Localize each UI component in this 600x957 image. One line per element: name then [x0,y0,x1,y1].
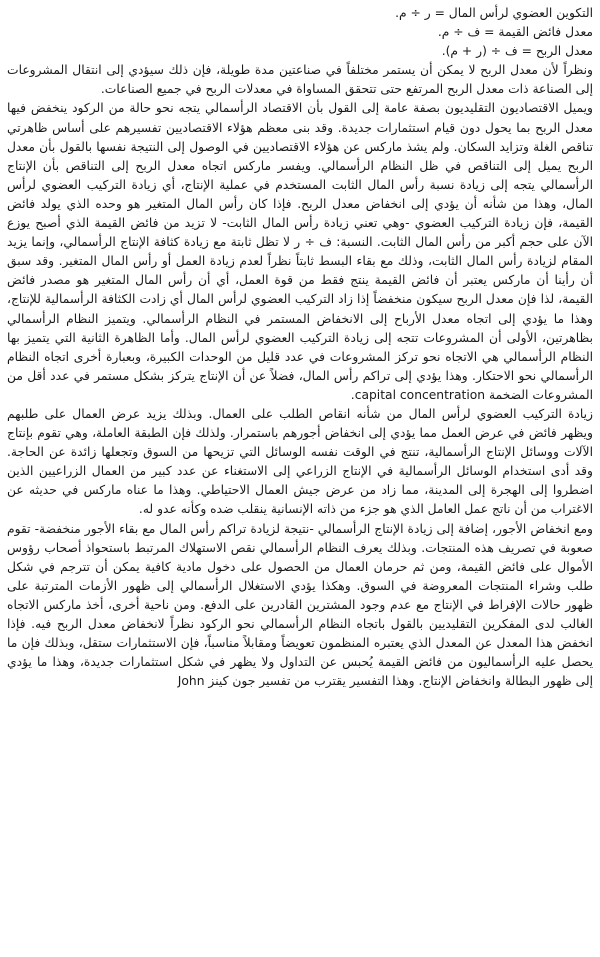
paragraph-labor-demand: زيادة التركيب العضوي لرأس المال من شأنه انقاص الطلب على العمال. وبذلك يزيد عرض العمال على طلبهم ويظهر فائض في عرض العمل مما يؤدي إلى انخفاض أجورهم باستمرار. ولذلك فإن الطبقة العاملة، وهي تقوم بإنتاج الآلات ووسائل الإنتاج الرأسمالية، تنتج في الوقت نفسه الوسائل التي تزيحها من السوق وتجعلها زائدة عن الحاجة. وقد أدى استخدام الوسائل الرأسمالية في الإنتاج الزراعي إلى الاستغناء عن عدد كبير من العمال الزراعيين الذين اضطروا إلى الهجرة إلى المدينة، مما زاد من عرض جيش العمال الاحتياطي. وهذا ما عناه ماركس في حديثه عن الاغتراب من أن ناتج عمل العامل الذي هو جزء من ذاته الإنسانية ينقلب ضده وكأنه عدو له. [7,406,593,517]
paragraph-falling-rate-of-profit: ويميل الاقتصاديون التقليديون بصفة عامة إلى القول بأن الاقتصاد الرأسمالي يتجه نحو حالة من الركود ينخفض فيها معدل الربح بما يحول دون قيام استثمارات جديدة. وقد بنى معظم هؤلاء الاقتصاديين تفسيرهم على أساس ظاهرتي تناقص الغلة وتزايد السكان. ولم يشذ ماركس عن هؤلاء الاقتصاديين في الوصول إلى النتيجة نفسها بالقول بأن معدل الربح يميل إلى التناقص في ظل النظام الرأسمالي. ويفسر ماركس اتجاه معدل الربح إلى التناقص بأن الإنتاج الرأسمالي يتجه إلى زيادة نسبة رأس المال الثابت المستخدم في عملية الإنتاج، أي زيادة التركيب العضوي لرأس المال، وهذا من شأنه أن يؤدي إلى انخفاض معدل الربح. فإذا كان رأس المال المتغير هو وحده الذي يولد فائض القيمة، فإن زيادة التركيب العضوي -وهي تعني زيادة رأس المال الثابت- لا تزيد من فائض القيمة الذي أصبح يوزع الآن على حجم أكبر من رأس المال الثابت. النسبة: ف ÷ ر لا تظل ثابتة مع زيادة كثافة الإنتاج الرأسمالي، وإنما يزيد المقام لزيادة رأس المال الثابت، وذلك مع بقاء البسط ثابتاً نظراً لعدم زيادة العمل أو رأس المال المتغير. وقد سبق أن رأينا أن ماركس يعتبر أن فائض القيمة ينتج فقط من قوة العمل، أي أن رأس المال المتغير هو مصدر فائض القيمة، لذا فإن معدل الربح سيكون منخفضاً إذا زاد التركيب العضوي لرأس المال أي زادت الكثافة الرأسمالية للإنتاج، وهذا ما يؤدي إلى اتجاه معدل الأرباح إلى الانخفاض المستمر في النظام الرأسمالي. ويتميز النظام الرأسمالي بظاهرتين، الأولى أن المشروعات تتجه إلى زيادة التركيب العضوي لرأس المال. وأما الظاهرة الثانية التي يتميز بها النظام الرأسمالي هي الاتجاه نحو تركز المشروعات في عدد قليل من الوحدات الكبيرة، وبعبارة أخرى اتجاه النظام الرأسمالي نحو الاحتكار. وهذا يؤدي إلى تراكم رأس المال، فضلاً عن أن الإنتاج يتركز بشكل مستمر في عدد أقل من المشروعات الضخمة capital concentration. [7,101,593,402]
formula-profit-rate: معدل الربح = ف ÷ (ر + م). [441,44,593,59]
paragraph-underconsumption-crisis: ومع انخفاض الأجور، إضافة إلى زيادة الإنتاج الرأسمالي -نتيجة لزيادة تراكم رأس المال مع بقاء الأجور منخفضة- تقوم صعوبة في تصريف هذه المنتجات. وبذلك يعرف النظام الرأسمالي نقص الاستهلاك المرتبط باستحواذ أصحاب رؤوس الأموال على فائض القيمة، ومن ثم حرمان العمال من الحصول على دخول مادية كافية يمكن أن تترجم في شكل طلب وشراء المنتجات المعروضة في السوق. وهكذا يؤدي الاستغلال الرأسمالي إلى ظهور الأزمات المترتبة على ظهور حالات الإفراط في الإنتاج مع عدم وجود المشترين القادرين على الدفع. ومن ناحية أخرى، أخذ ماركس الاتجاه الغالب لدى المفكرين التقليديين بالقول باتجاه النظام الرأسمالي نحو الركود نظراً لانخفاض معدل الربح فيه. فإذا انخفض هذا المعدل عن المعدل الذي يعتبره المنظمون تعويضاً ومقابلاً مناسباً، فإن الاستثمارات ستقل، وبذلك فإن ما يحصل عليه الرأسماليون من فائض القيمة يُحبس عن التداول ولا يظهر في شكل استثمارات جديدة، وهذا ما يؤدي إلى ظهور البطالة وانخفاض الإنتاج. وهذا التفسير يقترب من تفسير جون كينز John [7,521,593,689]
paragraph-profit-equalization: ونظراً لأن معدل الربح لا يمكن أن يستمر مختلفاً في صناعتين مدة طويلة، فإن ذلك سيؤدي إلى انتقال المشروعات إلى الصناعة ذات معدل الربح المرتفع حتى تتحقق المساواة في معدلات الربح في جميع الصناعات. [7,63,593,97]
formula-organic-composition: التكوين العضوي لرأس المال = ر ÷ م. [395,6,593,20]
formula-surplus-value-rate: معدل فائض القيمة = ف ÷ م. [437,25,593,40]
